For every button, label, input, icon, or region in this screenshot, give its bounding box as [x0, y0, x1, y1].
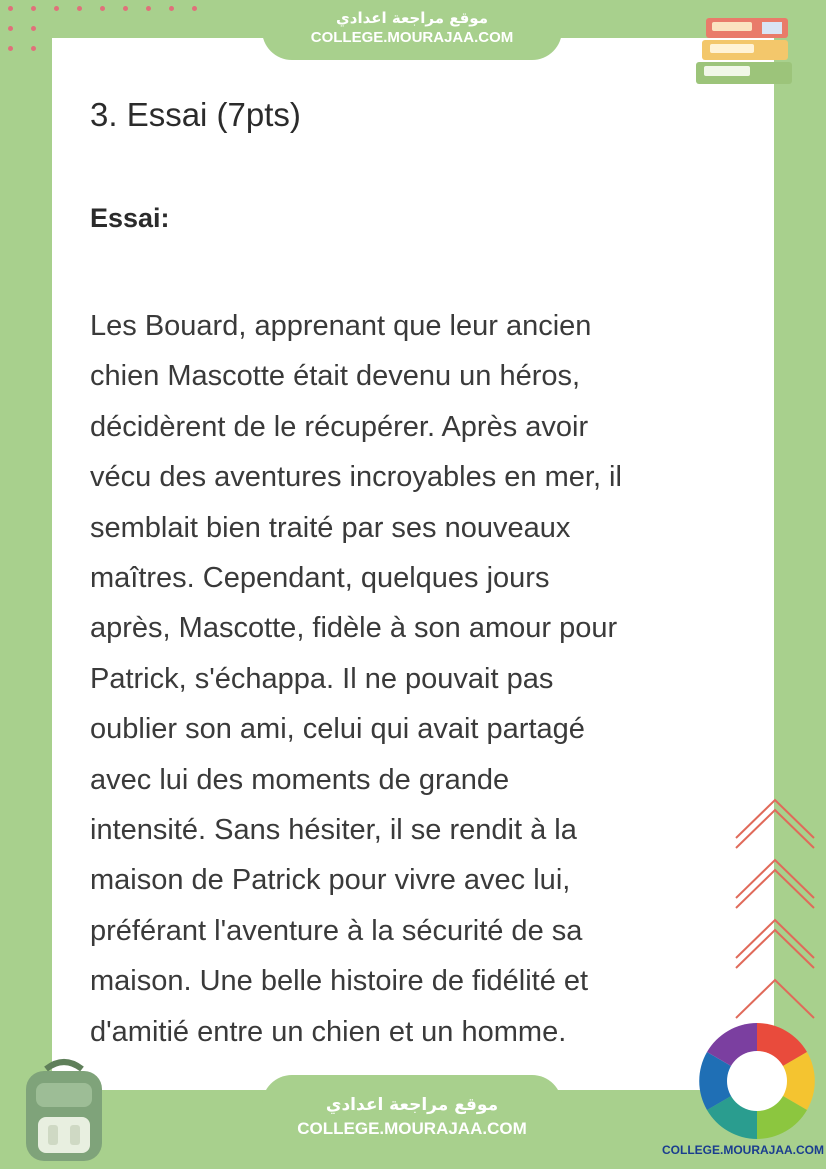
- essay-line: décidèrent de le récupérer. Après avoir: [90, 410, 589, 443]
- backpack-icon: [14, 1055, 114, 1165]
- essay-line: après, Mascotte, fidèle à son amour pour: [90, 612, 618, 645]
- chevrons-up-icon: [732, 790, 818, 1030]
- essay-line: maison de Patrick pour vivre avec lui,: [90, 864, 571, 897]
- logo-caption: COLLEGE.MOURAJAA.COM: [662, 1143, 824, 1157]
- essay-line: intensité. Sans hésiter, il se rendit à la: [90, 814, 577, 847]
- footer-site-arabic: موقع مراجعة اعدادي: [325, 1095, 499, 1115]
- section-title: 3. Essai (7pts): [90, 96, 301, 133]
- header-banner: [262, 0, 562, 60]
- books-stack-icon: [692, 10, 802, 95]
- essay-line: vécu des aventures incroyables en mer, il: [90, 461, 622, 494]
- essay-text: [90, 301, 730, 1057]
- essay-line: maîtres. Cependant, quelques jours: [90, 562, 550, 595]
- essay-line: chien Mascotte était devenu un héros,: [90, 360, 581, 393]
- header-site-url[interactable]: COLLEGE.MOURAJAA.COM: [310, 29, 514, 46]
- essay-line: Les Bouard, apprenant que leur ancien: [90, 310, 592, 342]
- essay-line: Patrick, s'échappa. Il ne pouvait pas: [90, 662, 554, 695]
- essay-line: avec lui des moments de grande: [90, 763, 510, 796]
- essay-line: maison. Une belle histoire de fidélité et: [90, 965, 589, 998]
- header-site-arabic: موقع مراجعة اعدادي: [336, 9, 488, 27]
- essay-line: oublier son ami, celui qui avait partagé: [90, 713, 585, 746]
- essay-heading: Essai:: [90, 203, 170, 233]
- essay-line: préférant l'aventure à la sécurité de sa: [90, 914, 583, 947]
- footer-banner: [262, 1075, 562, 1169]
- essay-line: semblait bien traité par ses nouveaux: [90, 511, 571, 544]
- subjects-wheel-icon: [694, 1020, 820, 1142]
- footer-site-url[interactable]: COLLEGE.MOURAJAA.COM: [297, 1119, 527, 1138]
- essay-line: d'amitié entre un chien et un homme.: [90, 1015, 567, 1048]
